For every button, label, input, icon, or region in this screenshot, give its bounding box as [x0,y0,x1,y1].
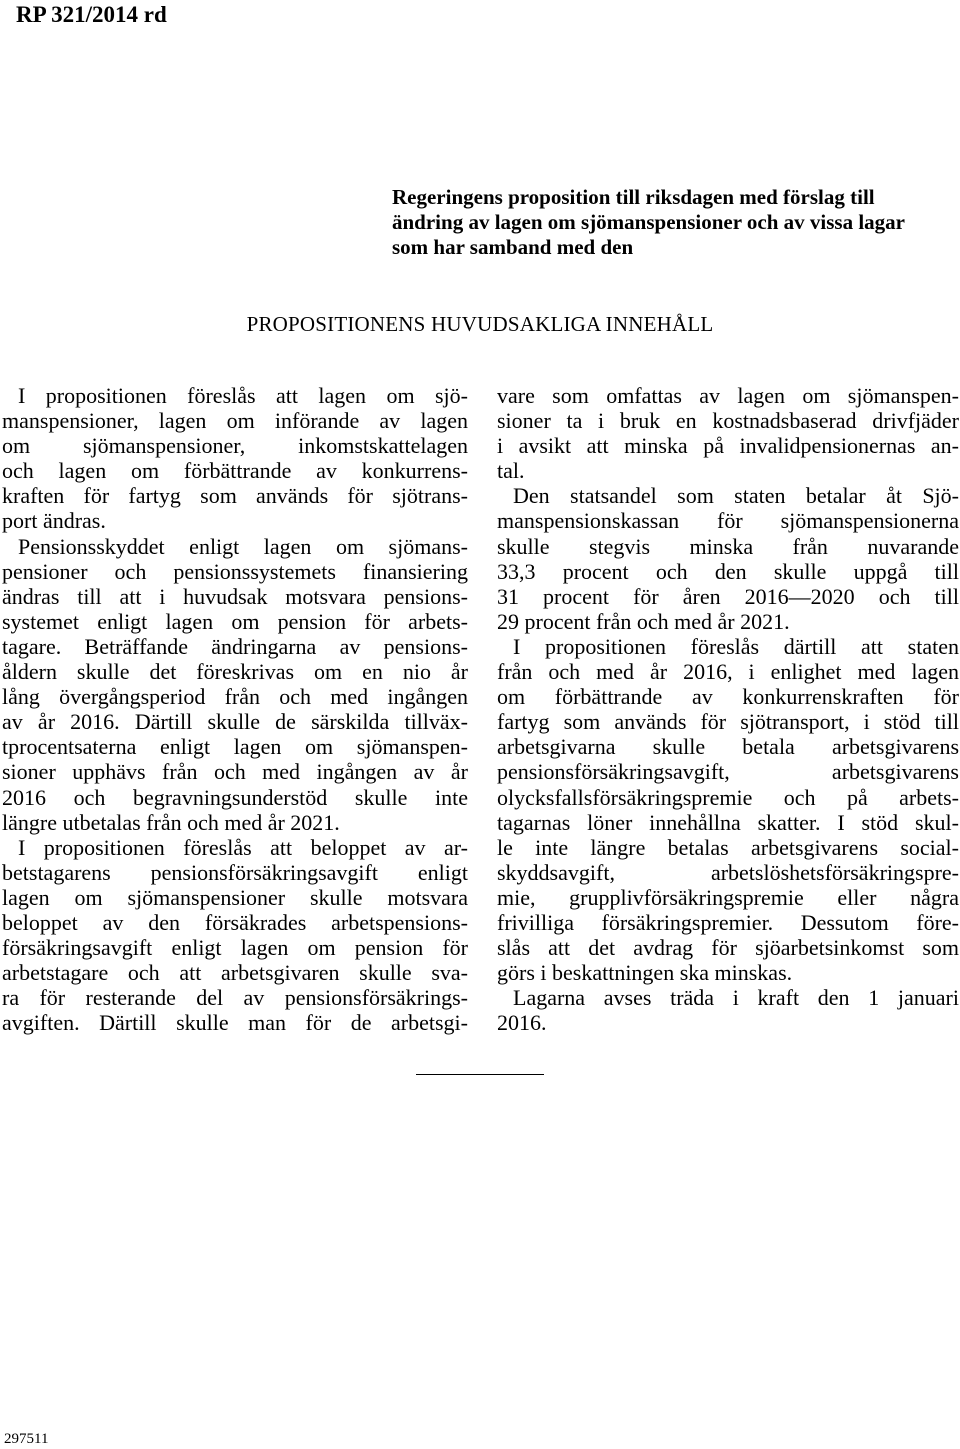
text-line: manspensioner, lagen om införande av lagen [2,408,468,434]
text-line: betstagarens pensionsförsäkringsavgift enligt [2,859,468,885]
text-line: tprocentsaterna enligt lagen om sjömanspen- [2,734,468,760]
text-line: beloppet av den försäkrades arbetspensions- [2,909,468,935]
text-line: tal. [497,458,525,484]
proposition-title [392,185,958,260]
text-line: systemet enligt lagen om pension för arbets- [2,608,468,634]
text-line: ra för resterande del av pensionsförsäkrings- [2,985,468,1011]
text-line: om förbättrande av konkurrenskraften för [497,684,959,710]
text-line: sioner upphävs från och med ingången av år [2,759,468,785]
text-line: avgiften. Därtill skulle man för de arbetsgi- [2,1010,468,1036]
text-line: försäkringsavgift enligt lagen om pension för [2,935,468,961]
text-line: längre utbetalas från och med år 2021. [2,809,340,835]
text-line: kraften för fartyg som används för sjötrans- [2,483,468,509]
text-line: om sjömanspensioner, inkomstskattelagen [2,433,468,459]
text-line: sioner ta i bruk en kostnadsbaserad drivfjäder [497,408,959,434]
text-line: manspensionskassan för sjömanspensionerna [497,508,959,534]
text-line: pensionsförsäkringsavgift, arbetsgivarens [497,759,959,785]
text-line: I propositionen föreslås därtill att staten [513,633,959,659]
text-line: från och med år 2016, i enlighet med lagen [497,659,959,685]
text-line: skulle stegvis minska från nuvarande [497,533,959,559]
left-text-column [2,383,468,1035]
text-line: I propositionen föreslås att lagen om sjö- [18,383,468,408]
text-line: port ändras. [2,508,106,534]
text-line: I propositionen föreslås att beloppet av ar- [18,834,468,860]
title-line: som har samband med den [392,235,634,259]
text-line: görs i beskattningen ska minskas. [497,960,793,986]
text-line: Den statsandel som staten betalar åt Sjö- [513,483,959,509]
title-line: ändring av lagen om sjömanspensioner och av vissa lagar [392,210,905,234]
text-line: och lagen om förbättrande av konkurrens- [2,458,468,484]
text-line: 33,3 procent och den skulle uppgå till [497,558,959,584]
right-text-column [497,383,959,1035]
text-line: 2016 och begravningsunderstöd skulle inte [2,784,468,810]
text-line: lång övergångsperiod från och med ingången [2,684,468,710]
text-line: arbetsgivarna skulle betala arbetsgivarens [497,734,959,760]
text-line: mie, grupplivförsäkringspremie eller några [497,884,959,910]
text-line: slås att det avdrag för sjöarbetsinkomst som [497,935,959,961]
text-line: i avsikt att minska på invalidpensionernas an- [497,433,959,459]
document-id: RP 321/2014 rd [16,2,167,27]
text-line: 2016. [497,1010,547,1036]
text-line: 29 procent från och med år 2021. [497,608,790,634]
text-line: åldern skulle det föreskrivas om en nio år [2,659,468,685]
text-line: vare som omfattas av lagen om sjömanspen- [497,383,959,408]
text-line: tagare. Beträffande ändringarna av pensions- [2,633,468,659]
text-line: fartyg som används för sjötransport, i stöd till [497,709,959,735]
text-line: Pensionsskyddet enligt lagen om sjömans- [18,533,468,559]
text-line: 31 procent för åren 2016—2020 och till [497,583,959,609]
text-line: Lagarna avses träda i kraft den 1 januari [513,985,959,1011]
text-line: ändras till att i huvudsak motsvara pensions- [2,583,468,609]
section-heading: PROPOSITIONENS HUVUDSAKLIGA INNEHÅLL [246,312,714,336]
title-line: Regeringens proposition till riksdagen med förslag till [392,185,875,209]
text-line: pensioner och pensionssystemets finansiering [2,558,468,584]
text-line: tagarnas löner innehållna skatter. I stöd skul- [497,809,959,835]
text-line: skyddsavgift, arbetslöshetsförsäkringspre- [497,859,959,885]
text-line: le inte längre betalas arbetsgivarens social- [497,834,959,860]
footer-code: 297511 [4,1431,49,1447]
text-line: av år 2016. Därtill skulle de särskilda tillväx- [2,709,468,735]
end-rule [416,1074,544,1075]
text-line: lagen om sjömanspensioner skulle motsvara [2,884,468,910]
text-line: frivilliga försäkringspremier. Dessutom före- [497,909,959,935]
text-line: olycksfallsförsäkringspremie och på arbets- [497,784,959,810]
text-line: arbetstagare och att arbetsgivaren skulle sva- [2,960,468,986]
